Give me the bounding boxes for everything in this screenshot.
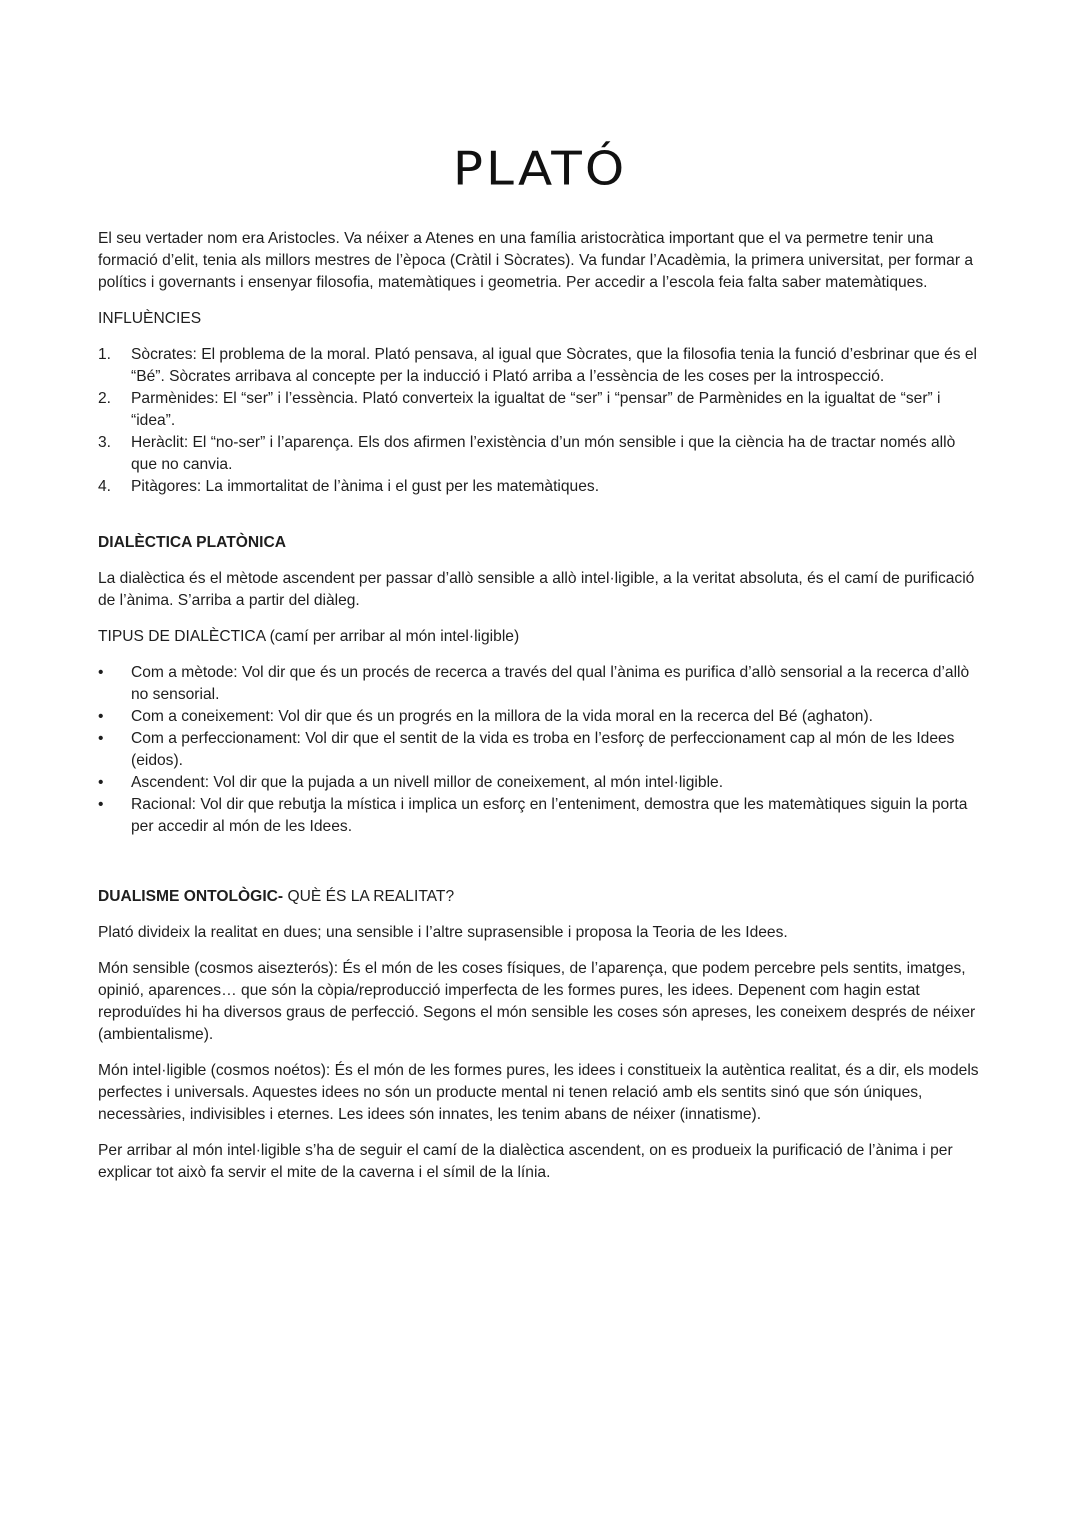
bullet: •: [98, 664, 104, 681]
dualism-paragraph-4: Per arribar al món intel·ligible s’ha de seguir el camí de la dialèctica ascendent, on es produeix la purificació de l’ànima i per explicar tot això fa servir el mite de la caverna i el símil de la línia.: [98, 1142, 953, 1181]
list-item-text: Com a mètode: Vol dir que és un procés de recerca a través del qual l’ànima es purifica d’allò sensorial a la recerca d’allò no sensorial.: [131, 664, 970, 703]
list-item: [98, 728, 983, 772]
page-title: PLATÓ: [452, 142, 628, 196]
list-item-text: Heràclit: El “no-ser” i l’aparença. Els dos afirmen l’existència d’un món sensible i que la ciència ha de tractar només allò que no canvia.: [131, 434, 956, 473]
list-item: [98, 344, 983, 388]
section-spacer: [98, 512, 983, 532]
bullet: •: [98, 796, 104, 813]
list-item-text: Com a perfeccionament: Vol dir que el sentit de la vida es troba en l’esforç de perfeccionament cap al món de les Idees (eidos).: [131, 730, 955, 769]
dualism-paragraph-2: Món sensible (cosmos aisezterós): És el món de les coses físiques, de l’aparença, que podem percebre pels sentits, imatges, opinió, aparences… que són la còpia/reproducció imperfecta de les formes pures, les idees. Depenent com hagin estat reproduïdes hi ha diversos graus de perfecció. Segons el món sensible les coses són apreses, les coneixem després de néixer (ambientalisme).: [98, 960, 976, 1043]
list-item-text: Ascendent: Vol dir que la pujada a un nivell millor de coneixement, al món intel·ligible.: [131, 774, 724, 791]
list-item: [98, 662, 983, 706]
list-item: [98, 706, 983, 728]
dualism-heading-bold: DUALISME ONTOLÒGIC-: [98, 888, 284, 905]
list-number: 3.: [98, 434, 112, 451]
dialectic-heading: DIALÈCTICA PLATÒNICA: [98, 534, 286, 551]
list-item: [98, 388, 983, 432]
list-item: [98, 432, 983, 476]
list-item-text: Parmènides: El “ser” i l’essència. Plató converteix la igualtat de “ser” i “pensar” de Parmènides en la igualtat de “ser” i “idea”.: [131, 390, 941, 429]
list-number: 4.: [98, 478, 112, 495]
influences-heading: INFLUÈNCIES: [98, 310, 202, 327]
list-item-text: Sòcrates: El problema de la moral. Plató pensava, al igual que Sòcrates, que la filosofia tenia la funció d’esbrinar que és el “Bé”. Sòcrates arribava al concepte per la inducció i Plató arriba a l’essència de les coses per la introspecció.: [131, 346, 978, 385]
section-spacer: [98, 852, 983, 886]
list-item: [98, 772, 983, 794]
dualism-heading-rest: QUÈ ÉS LA REALITAT?: [283, 888, 455, 905]
list-number: 2.: [98, 390, 112, 407]
list-item-text: Pitàgores: La immortalitat de l’ànima i el gust per les matemàtiques.: [131, 478, 600, 495]
list-item-text: Com a coneixement: Vol dir que és un progrés en la millora de la vida moral en la recerca del Bé (aghaton).: [131, 708, 873, 725]
dialectic-types-list: [98, 662, 983, 838]
dialectic-types-heading: TIPUS DE DIALÈCTICA (camí per arribar al món intel·ligible): [98, 628, 520, 645]
list-item: [98, 476, 983, 498]
list-item: [98, 794, 983, 838]
influences-list: [98, 344, 983, 498]
bullet: •: [98, 774, 104, 791]
dualism-paragraph-1: Plató divideix la realitat en dues; una sensible i l’altre suprasensible i proposa la Teoria de les Idees.: [98, 924, 788, 941]
bullet: •: [98, 708, 104, 725]
list-item-text: Racional: Vol dir que rebutja la mística i implica un esforç en l’enteniment, demostra que les matemàtiques siguin la porta per accedir al món de les Idees.: [131, 796, 968, 835]
intro-paragraph: El seu vertader nom era Aristocles. Va néixer a Atenes en una família aristocràtica important que el va permetre tenir una formació d’elit, tenia als millors mestres de l’època (Cràtil i Sòcrates). Va fundar l’Acadèmia, la primera universitat, per formar a polítics i governants i ensenyar filosofia, matemàtiques i geometria. Per accedir a l’escola feia falta saber matemàtiques.: [98, 230, 974, 291]
dialectic-paragraph: La dialèctica és el mètode ascendent per passar d’allò sensible a allò intel·ligible, a la veritat absoluta, és el camí de purificació de l’ànima. S’arriba a partir del diàleg.: [98, 570, 975, 609]
document-body: [98, 228, 983, 1198]
dualism-heading: [98, 886, 983, 908]
bullet: •: [98, 730, 104, 747]
list-number: 1.: [98, 346, 112, 363]
dualism-paragraph-3: Món intel·ligible (cosmos noétos): És el món de les formes pures, les idees i constitueix la autèntica realitat, és a dir, els models perfectes i universals. Aquestes idees no són un producte mental ni tenen relació amb els sentits sinó que són úniques, necessàries, indivisibles i eternes. Les idees són innates, les tenim abans de néixer (innatisme).: [98, 1062, 979, 1123]
